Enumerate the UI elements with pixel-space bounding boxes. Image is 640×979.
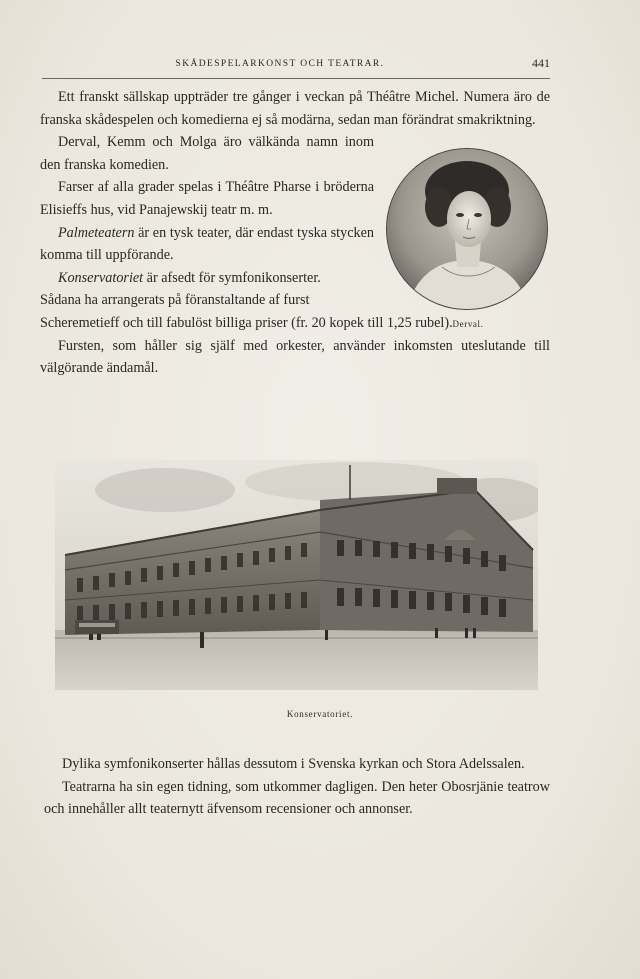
paragraph-derval: Derval, Kemm och Molga äro välkända namn inom den franska komedien.	[40, 134, 374, 173]
page-number: 441	[532, 56, 550, 70]
paragraph-theatre-michel: Ett franskt sällskap uppträder tre gånger i veckan på Théâtre Michel. Numera äro de franska skådespelen och komedierna ej så modärna, sedan man förändrat smakriktning.	[40, 89, 550, 128]
term-palmeteatern: Palmeteatern	[58, 224, 135, 241]
photo-caption: Konservatoriet.	[286, 709, 354, 719]
palmeteatern-text: är en tysk teater, där endast tyska stycken komma till uppförande.	[40, 224, 374, 264]
portrait-caption: Derval.	[452, 319, 484, 329]
portrait-illustration	[387, 149, 547, 309]
paragraph-symfonikonserter: Dylika symfonikonserter hållas dessutom i Svenska kyrkan och Stora Adelssalen.	[62, 756, 525, 772]
body-text-bottom	[44, 753, 550, 821]
term-konservatoriet: Konservatoriet	[58, 269, 144, 286]
paragraph-konservatoriet-line1	[40, 267, 374, 290]
photo-konservatoriet	[55, 460, 538, 690]
paragraph-konservatoriet-line3: Scheremetieff och till fabulöst billiga priser (fr. 20 kopek till 1,25 rubel).	[40, 314, 453, 331]
running-title: SKÅDESPELARKONST OCH TEATRAR.	[175, 59, 385, 69]
portrait-derval	[386, 148, 548, 310]
paragraph-fursten: Fursten, som håller sig själf med orkester, använder inkomsten uteslutande till välgörande ändamål.	[40, 337, 550, 377]
header-rule	[42, 78, 550, 79]
paragraph-farser: Farser af alla grader spelas i Théâtre Pharse i bröderna Elisieffs hus, vid Panajewskij teatr m. m.	[40, 179, 374, 218]
konservatoriet-text-1: är afsedt för symfonikonserter.	[143, 269, 321, 286]
paragraph-tidning: Teatrarna ha sin egen tidning, som utkommer dagligen. Den heter Obosrjänie teatrow och innehåller allt teaternytt äfvensom recensioner och annonser.	[44, 778, 550, 818]
paragraph-konservatoriet-line2: Sådana ha arrangerats på föranstaltande af furst	[40, 292, 310, 309]
paragraph-palmeteatern	[40, 222, 374, 267]
portrait-image	[386, 148, 548, 310]
konservatoriet-illustration	[55, 460, 538, 690]
running-header	[0, 56, 640, 75]
